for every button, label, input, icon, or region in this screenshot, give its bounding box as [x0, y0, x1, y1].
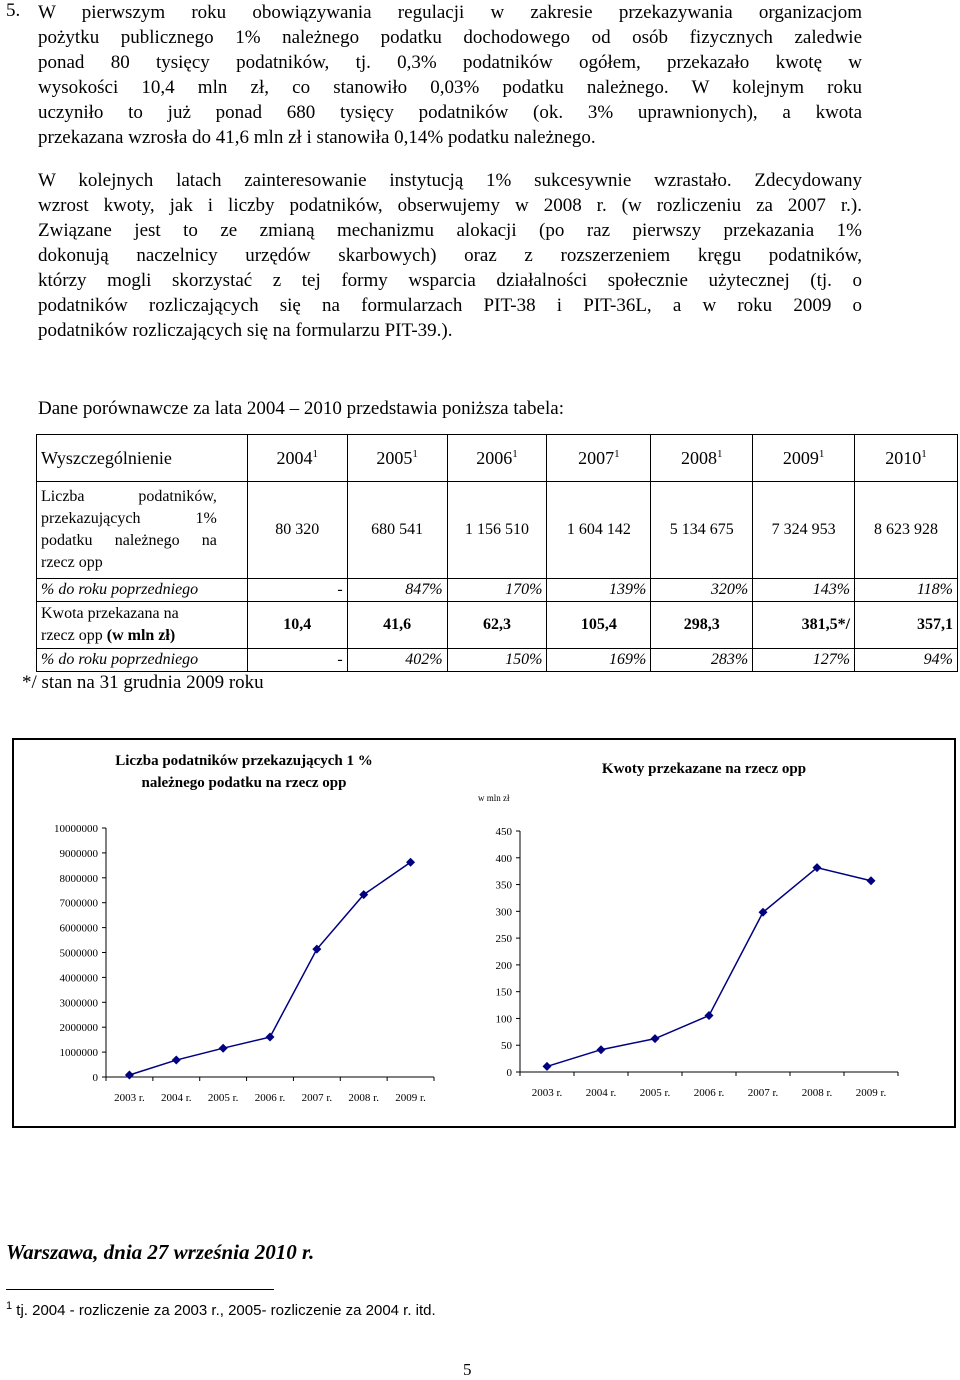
chart-2 — [474, 740, 944, 1130]
paragraph-line: ponad 80 tysięcy podatników, tj. 0,3% podatników ogółem, przekazało kwotę w — [38, 52, 862, 73]
paragraph-2 — [38, 168, 862, 343]
header-year: 2005$^1$ — [347, 435, 447, 482]
data-point — [705, 1011, 714, 1020]
data-point — [266, 1033, 275, 1042]
table-cell: 80 320 — [247, 482, 347, 579]
y-tick-label: 8000000 — [59, 872, 98, 885]
paragraph-line: wzrost kwoty, jak i liczby podatników, obserwujemy w 2008 r. (w rozliczeniu za 2007 r.). — [38, 195, 862, 216]
row-label: % do roku poprzedniego — [37, 579, 248, 602]
table-row — [37, 579, 958, 602]
y-tick-label: 200 — [495, 959, 512, 972]
x-tick-label: 2008 r. — [348, 1092, 379, 1104]
y-tick-label: 3000000 — [59, 997, 98, 1010]
y-tick-label: 400 — [495, 852, 512, 865]
y-tick-label: 6000000 — [59, 922, 98, 935]
chart-1-title: Liczba podatników przekazujących 1 % należnego podatku na rzecz opp — [115, 753, 373, 791]
paragraph-line: pożytku publicznego 1% należnego podatku dochodowego od osób fizycznych zaledwie — [38, 27, 862, 48]
header-year: 2008$^1$ — [651, 435, 753, 482]
table-cell: 62,3 — [447, 602, 547, 649]
y-tick-label: 100 — [495, 1013, 512, 1026]
table-cell: 381,5*/ — [753, 602, 855, 649]
y-tick-label: 2000000 — [59, 1022, 98, 1035]
y-tick-label: 4000000 — [59, 972, 98, 985]
x-tick-label: 2008 r. — [801, 1087, 833, 1099]
table-cell: 283% — [651, 649, 753, 672]
place-and-date: Warszawa, dnia 27 września 2010 r. — [6, 1240, 315, 1264]
paragraph-line: którzy mogli skorzystać z tej formy wsparcia działalności społecznie użytecznej (tj. o — [38, 270, 862, 291]
y-tick-label: 5000000 — [59, 947, 98, 960]
paragraph-line: podatników rozliczających się na formularzach PIT-38 i PIT-36L, a w roku 2009 o — [38, 295, 862, 316]
table-cell: 10,4 — [247, 602, 347, 649]
table-cell: 847% — [347, 579, 447, 602]
table-cell: 5 134 675 — [651, 482, 753, 579]
table-cell: 41,6 — [347, 602, 447, 649]
chart-1 — [14, 740, 474, 1130]
paragraph-line: Związane jest to ze zmianą mechanizmu alokacji (po raz pierwszy przekazania 1% — [38, 220, 862, 241]
y-tick-label: 9000000 — [59, 847, 98, 860]
x-tick-label: 2007 r. — [301, 1092, 333, 1104]
data-point — [172, 1056, 181, 1065]
footnote-separator — [6, 1289, 274, 1290]
y-tick-label: 250 — [495, 933, 512, 946]
y-tick-label: 150 — [495, 986, 512, 999]
x-tick-label: 2005 r. — [639, 1087, 671, 1099]
table-cell: 7 324 953 — [753, 482, 855, 579]
x-tick-label: 2009 r. — [395, 1092, 426, 1104]
series-line — [129, 862, 410, 1075]
paragraph-line: przekazana wzrosła do 41,6 mln zł i stanowiła 0,14% podatku należnego. — [38, 127, 596, 148]
table-cell: 169% — [547, 649, 651, 672]
header-year: 2010$^1$ — [855, 435, 958, 482]
row-label: Liczba podatników, przekazujących 1% podatku należnego na rzecz opp — [37, 482, 248, 579]
header-year: 2009$^1$ — [753, 435, 855, 482]
series-line — [547, 868, 871, 1067]
y-tick-label: 350 — [495, 879, 512, 892]
table-cell: 357,1 — [855, 602, 958, 649]
table-cell: 170% — [447, 579, 547, 602]
y-tick-label: 1000000 — [59, 1047, 98, 1060]
y-tick-label: 0 — [506, 1067, 512, 1079]
table-cell: 320% — [651, 579, 753, 602]
paragraph-line: dokonują naczelnicy urzędów skarbowych) oraz z rozszerzeniem kręgu podatników, — [38, 245, 862, 266]
paragraph-line: wysokości 10,4 mln zł, co stanowiło 0,03% podatku należnego. W kolejnym roku — [38, 77, 862, 98]
chart-2-ylabel: w mln zł — [478, 793, 510, 803]
x-tick-label: 2003 r. — [531, 1087, 563, 1099]
table-cell: 680 541 — [347, 482, 447, 579]
paragraph-line: uczyniło to już ponad 680 tysięcy podatników (ok. 3% uprawnionych), a kwota — [38, 102, 862, 123]
table-note: */ stan na 31 grudnia 2009 roku — [22, 672, 264, 693]
x-tick-label: 2007 r. — [747, 1087, 779, 1099]
row-label: % do roku poprzedniego — [37, 649, 248, 672]
data-point — [543, 1062, 552, 1071]
chart-2-title: Kwoty przekazane na rzecz opp — [601, 761, 807, 777]
table-intro: Dane porównawcze za lata 2004 – 2010 przedstawia poniższa tabela: — [38, 398, 564, 419]
table-row — [37, 482, 958, 579]
x-tick-label: 2004 r. — [161, 1092, 192, 1104]
data-point — [125, 1071, 134, 1080]
table-cell: - — [247, 649, 347, 672]
data-point — [651, 1034, 660, 1043]
table-cell: 8 623 928 — [855, 482, 958, 579]
table-cell: 150% — [447, 649, 547, 672]
y-tick-label: 300 — [495, 906, 512, 919]
header-label: Wyszczególnienie — [37, 435, 248, 482]
page-number: 5 — [463, 1360, 472, 1379]
row-label: Kwota przekazana na rzecz opp (w mln zł) — [37, 602, 248, 649]
paragraph-line: podatników rozliczających się na formularzu PIT-39.). — [38, 320, 453, 341]
header-year: 2006$^1$ — [447, 435, 547, 482]
data-point — [597, 1045, 606, 1054]
table-cell: 139% — [547, 579, 651, 602]
table-cell: 1 604 142 — [547, 482, 651, 579]
table-cell: 298,3 — [651, 602, 753, 649]
paragraph-line: W pierwszym roku obowiązywania regulacji w zakresie przekazywania organizacjom — [38, 2, 862, 23]
table-cell: 105,4 — [547, 602, 651, 649]
y-tick-label: 0 — [92, 1072, 98, 1084]
data-point — [867, 876, 876, 885]
table-cell: 94% — [855, 649, 958, 672]
header-year: 2004$^1$ — [247, 435, 347, 482]
table-header-row — [37, 435, 958, 482]
table-cell: 143% — [753, 579, 855, 602]
table-row — [37, 649, 958, 672]
y-tick-label: 450 — [495, 826, 512, 838]
table-cell: - — [247, 579, 347, 602]
data-point — [219, 1044, 228, 1053]
header-year: 2007$^1$ — [547, 435, 651, 482]
paragraph-1 — [38, 0, 862, 150]
table-cell: 1 156 510 — [447, 482, 547, 579]
y-tick-label: 10000000 — [54, 823, 98, 835]
x-tick-label: 2005 r. — [207, 1092, 239, 1104]
charts-frame — [12, 738, 956, 1128]
data-point — [406, 858, 415, 867]
table-cell: 118% — [855, 579, 958, 602]
paragraph-line: W kolejnych latach zainteresowanie instytucją 1% sukcesywnie wzrastało. Zdecydowany — [38, 170, 862, 191]
table-cell: 402% — [347, 649, 447, 672]
y-tick-label: 50 — [501, 1040, 512, 1053]
y-tick-label: 7000000 — [59, 897, 98, 910]
x-tick-label: 2004 r. — [585, 1087, 617, 1099]
x-tick-label: 2006 r. — [254, 1092, 286, 1104]
x-tick-label: 2003 r. — [114, 1092, 145, 1104]
comparison-table — [36, 434, 958, 672]
table-cell: 127% — [753, 649, 855, 672]
section-number: 5. — [6, 0, 21, 21]
footnote: $^1$ tj. 2004 - rozliczenie za 2003 r., 2005- rozliczenie za 2004 r. itd. — [6, 1300, 436, 1319]
table-row — [37, 602, 958, 649]
x-tick-label: 2006 r. — [693, 1087, 725, 1099]
x-tick-label: 2009 r. — [855, 1087, 887, 1099]
